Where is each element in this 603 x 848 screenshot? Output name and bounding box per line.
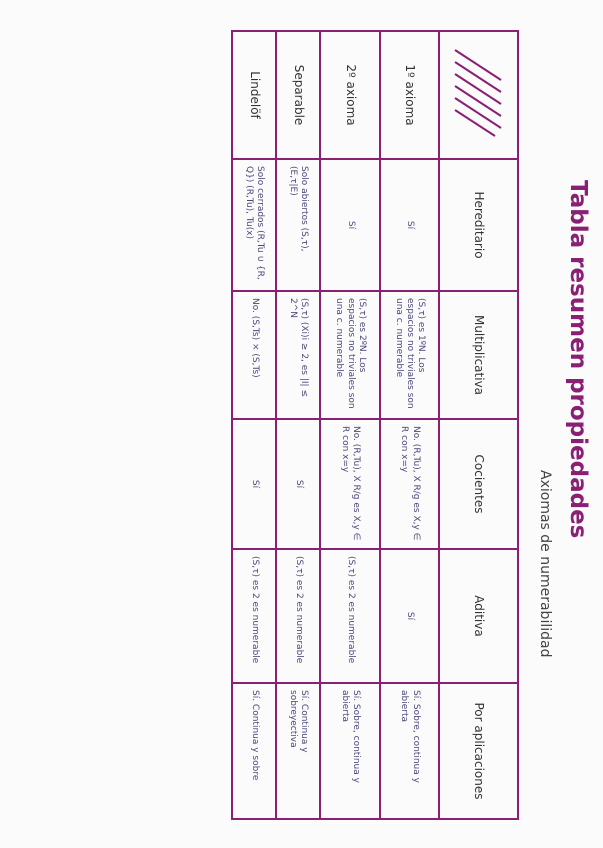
column-header: Multiplicativa: [439, 291, 518, 419]
column-header: Por aplicaciones: [439, 683, 518, 819]
table-cell: Sí: [232, 419, 276, 549]
table-cell: Sí. Continua y sobre: [232, 683, 276, 819]
table-cell: No. (R,Tu), X R/g es X,y ∈ R con x=y: [320, 419, 379, 549]
row-label: Lindelöf: [232, 31, 276, 159]
table-cell: Solo cerrados (R,Tu ∪ {R, Q}) (R,Tu), Tu(x): [232, 159, 276, 291]
table-header-row: [439, 31, 518, 819]
table-cell: Sí. Sobre, continua y abierta: [320, 683, 379, 819]
table-row: [380, 31, 439, 819]
table-cell: Sí: [276, 419, 320, 549]
table-cell: (S,τ) es 1ºN. Los espacios no triviales son una c. numerable: [380, 291, 439, 419]
table-cell: (S,τ) es 2 es numerable: [320, 549, 379, 683]
column-header: Cocientes: [439, 419, 518, 549]
hatched-corner-cell: [439, 31, 518, 159]
table-cell: Sí. Continua y sobreyectiva: [276, 683, 320, 819]
table-cell: (S,τ) es 2ºN. Los espacios no triviales son una c. numerable: [320, 291, 379, 419]
row-label: Separable: [276, 31, 320, 159]
table-row: [320, 31, 379, 819]
table-row: [232, 31, 276, 819]
table-cell: Sí: [380, 549, 439, 683]
table-cell: (S,τ) es 2 es numerable: [232, 549, 276, 683]
table-cell: Sí: [380, 159, 439, 291]
table-cell: Solo abiertos (S,τ), (E,τ|E): [276, 159, 320, 291]
diagonal-hatch-icon: [451, 32, 507, 156]
row-label: 1º axioma: [380, 31, 439, 159]
column-header: Aditiva: [439, 549, 518, 683]
table-cell: No. (S,Ts) × (S,Ts): [232, 291, 276, 419]
page-title: Tabla resumen propiedades: [565, 180, 591, 539]
page-subtitle: Axiomas de numerabilidad: [537, 470, 553, 658]
table-cell: (S,τ) es 2 es numerable: [276, 549, 320, 683]
table-cell: (S,τ) (Xi)i ≥ 2, es |I| ≤ 2^N: [276, 291, 320, 419]
table-cell: No. (R,Tu), X R/g es X,y ∈ R con x=y: [380, 419, 439, 549]
properties-table: [231, 30, 519, 820]
table-cell: Sí: [320, 159, 379, 291]
table-row: [276, 31, 320, 819]
table-cell: Sí. Sobre, continua y abierta: [380, 683, 439, 819]
column-header: Hereditario: [439, 159, 518, 291]
row-label: 2º axioma: [320, 31, 379, 159]
